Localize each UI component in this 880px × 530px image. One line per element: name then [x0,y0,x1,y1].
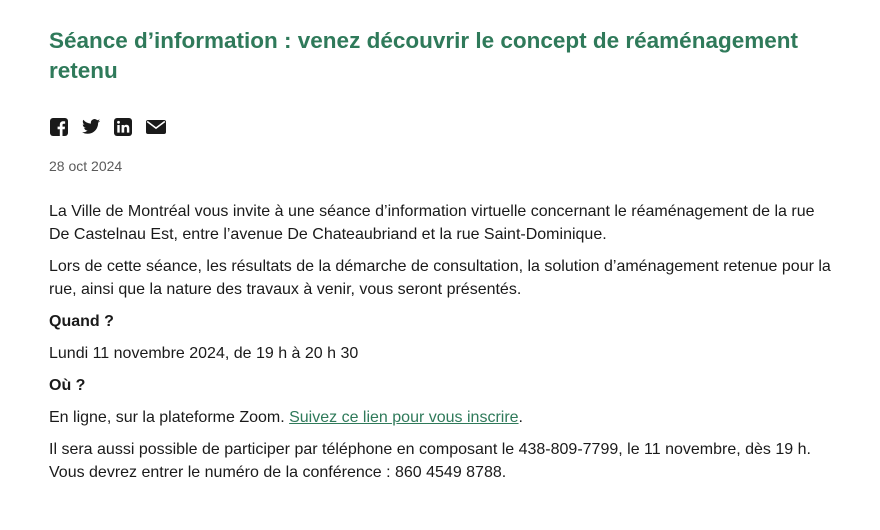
twitter-icon[interactable] [81,117,101,137]
phone-paragraph: Il sera aussi possible de participer par téléphone en composant le 438-809-7799, le 11 novembre, dès 19 h. Vous devrez entrer le numéro de la conférence : 860 4549 8788. [49,441,811,481]
details-paragraph: Lors de cette séance, les résultats de la démarche de consultation, la solution d’aménagement retenue pour la rue, ainsi que la nature des travaux à venir, vous seront présentés. [49,258,831,298]
share-bar [49,116,839,138]
where-heading [49,374,839,397]
where-heading-text: Où ? [49,377,86,394]
intro-paragraph: La Ville de Montréal vous invite à une séance d’information virtuelle concernant le réaménagement de la rue De Castelnau Est, entre l’avenue De Chateaubriand et la rue Saint-Dominique. [49,203,815,243]
where-prefix: En ligne, sur la plateforme Zoom. [49,409,290,426]
publish-date: 28 oct 2024 [49,158,123,174]
email-icon[interactable] [145,117,165,137]
facebook-icon[interactable] [49,117,69,137]
article-body [49,200,839,484]
where-suffix: . [518,409,523,426]
register-link[interactable]: Suivez ce lien pour vous inscrire [289,409,519,426]
linkedin-icon[interactable] [113,117,133,137]
when-value: Lundi 11 novembre 2024, de 19 h à 20 h 30 [49,345,359,362]
page-title: Séance d’information : venez découvrir le concept de réaménagement retenu [49,28,798,83]
when-heading-text: Quand ? [49,313,114,330]
where-paragraph [49,406,839,429]
when-heading [49,310,839,333]
